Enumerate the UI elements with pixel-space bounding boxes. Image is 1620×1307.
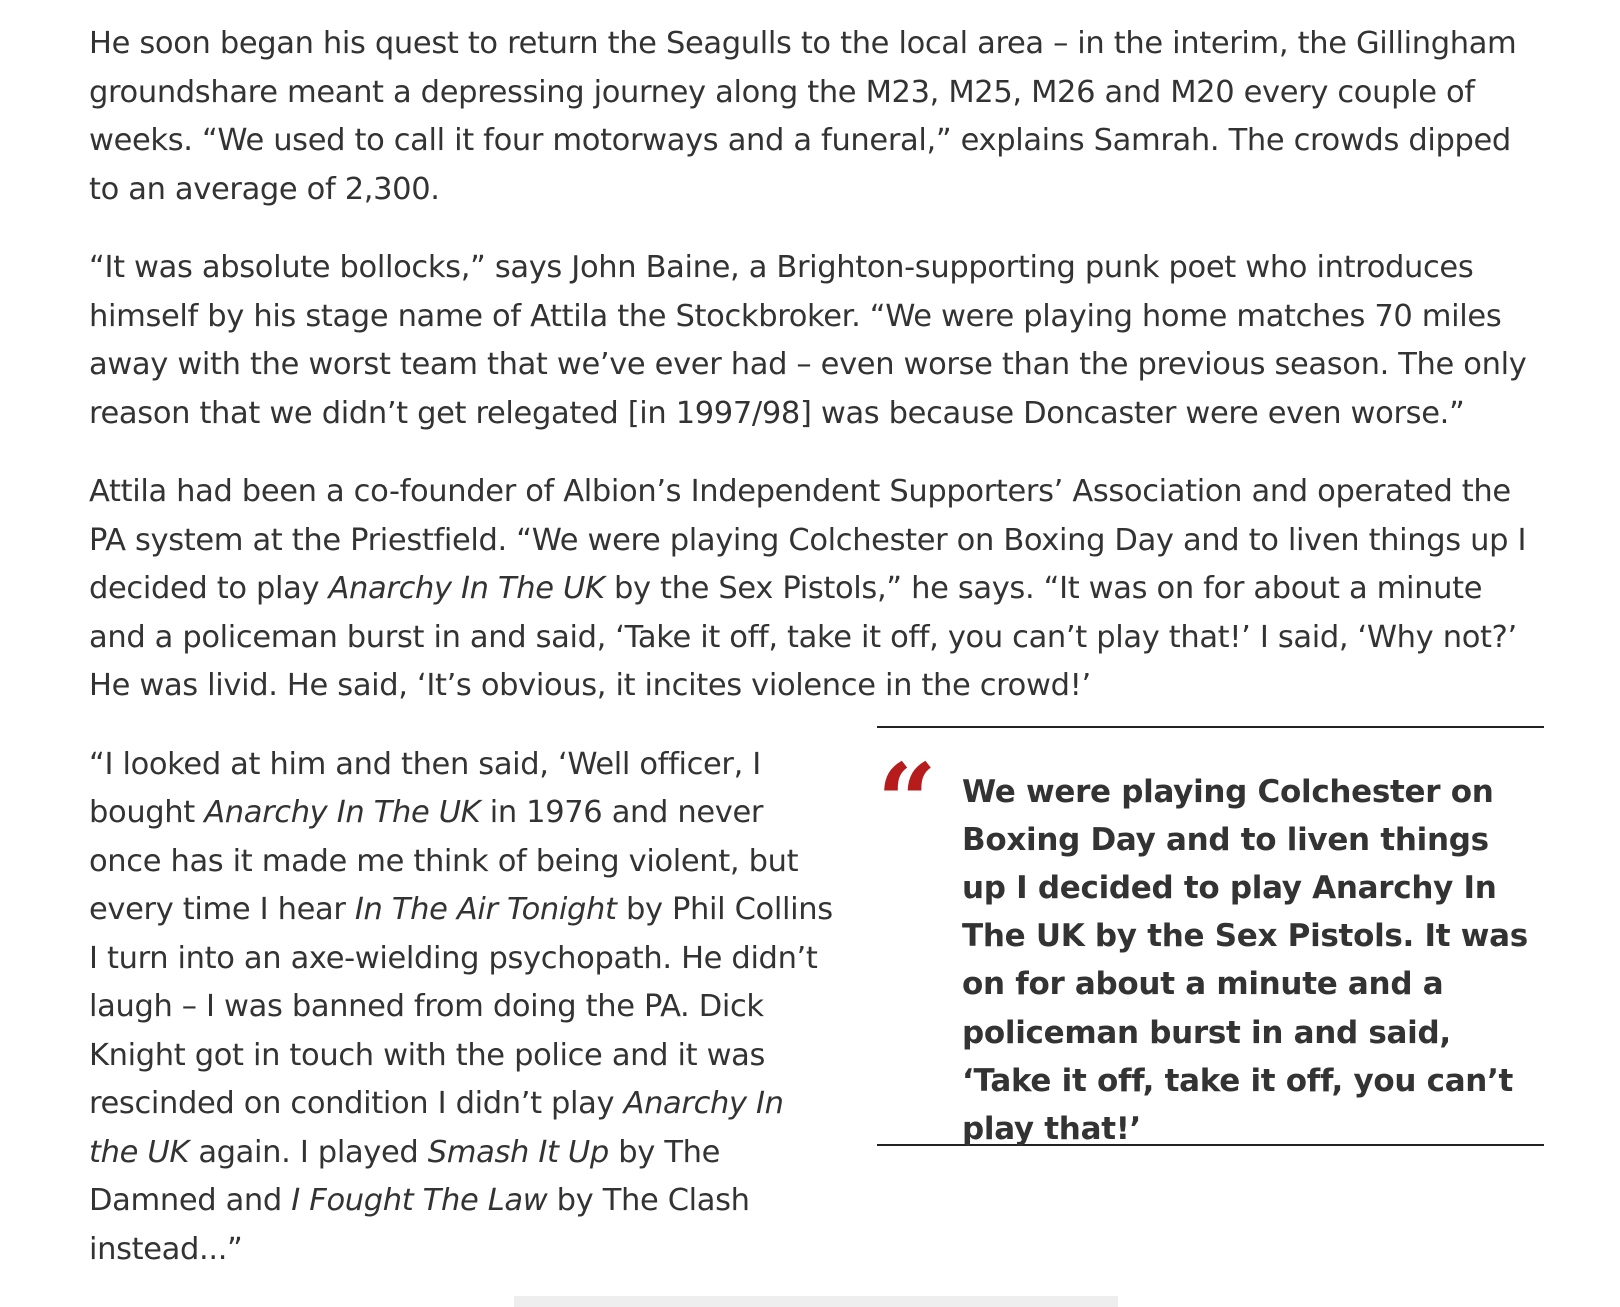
- paragraph-3: [89, 468, 1544, 711]
- song-title-smash-it-up: Smash It Up: [427, 1134, 609, 1170]
- paragraph-4-text: “I looked at him and then said, ‘Well officer, I bought: [89, 746, 761, 830]
- song-title-anarchy: Anarchy In The UK: [328, 571, 605, 606]
- paragraph-4-text: in 1976 and never once has it made me think of being violent, but every time I hear: [89, 795, 799, 927]
- paragraph-4: [89, 741, 834, 1275]
- paragraph-1: He soon began his quest to return the Seagulls to the local area – in the interim, the Gillingham groundshare meant a depressing journey along the M23, M25, M26 and M20 every couple of weeks. “We used to call it four motorways and a funeral,” explains Samrah. The crowds dipped to an average of 2,300.: [89, 26, 1517, 207]
- bottom-placeholder-bar: [514, 1296, 1118, 1307]
- quote-mark-icon: “: [877, 739, 937, 863]
- paragraph-3-text: by the Sex Pistols,” he says. “It was on for about a minute and a policeman burst in and said, ‘Take it off, take it off, you can’t play that!’ I said, ‘Why not?’ He was livid. He said, ‘It’s obvious, it incites violence in the crowd!’: [89, 571, 1517, 703]
- song-title-fought-the-law: I Fought The Law: [291, 1183, 548, 1218]
- song-title-anarchy: Anarchy In the UK: [89, 1086, 784, 1170]
- paragraph-3-text: Attila had been a co-founder of Albion’s Independent Supporters’ Association and operated the PA system at the Priestfield. “We were playing Colchester on Boxing Day and to liven things up I decided to play: [89, 474, 1527, 606]
- quote-section: [89, 741, 1544, 1301]
- paragraph-4-text: by Phil Collins I turn into an axe-wielding psychopath. He didn’t laugh – I was banned from doing the PA. Dick Knight got in touch with the police and it was rescinded on condition I didn’t play: [89, 892, 833, 1121]
- paragraph-4-text: by The Clash instead...”: [89, 1183, 750, 1267]
- paragraph-2: “It was absolute bollocks,” says John Baine, a Brighton-supporting punk poet who introduces himself by his stage name of Attila the Stockbroker. “We were playing home matches 70 miles away with the worst team that we’ve ever had – even worse than the previous season. The only reason that we didn’t get relegated [in 1997/98] was because Doncaster were even worse.”: [89, 250, 1527, 431]
- pull-quote: [877, 726, 1544, 1146]
- song-title-anarchy: Anarchy In The UK: [204, 795, 481, 830]
- paragraph-4-text: by The Damned and: [89, 1134, 720, 1218]
- song-title-air-tonight: In The Air Tonight: [354, 892, 617, 927]
- article-body: [89, 20, 1544, 1301]
- paragraph-4-text: again. I played: [188, 1134, 428, 1170]
- pull-quote-text: We were playing Colchester on Boxing Day and to liven things up I decided to play Anarchy In The UK by the Sex Pistols. It was on for about a minute and a policeman burst in and said, ‘Take it off, take it off, you can’t play that!’: [962, 773, 1528, 1147]
